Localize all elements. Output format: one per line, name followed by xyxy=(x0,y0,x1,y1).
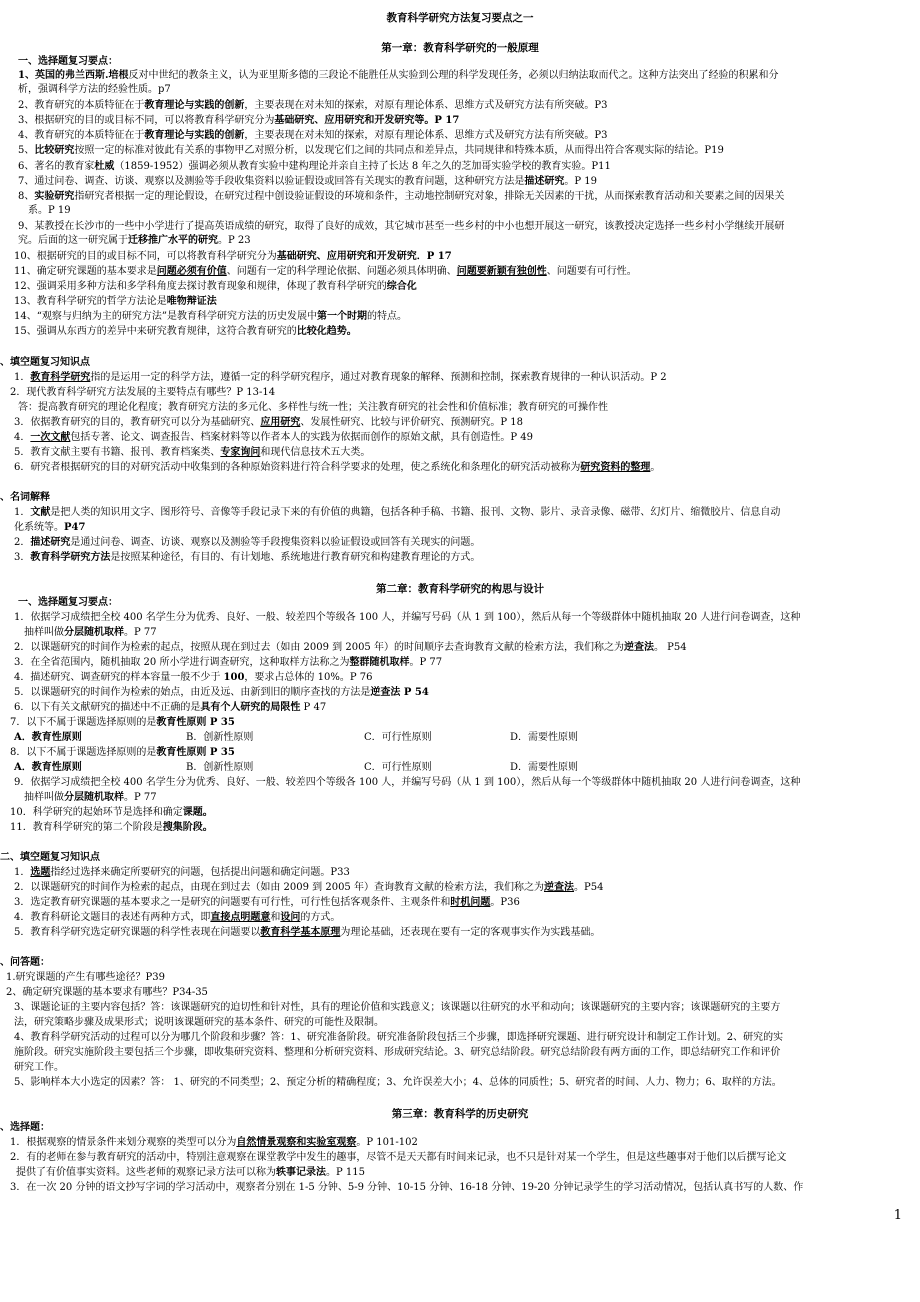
ch2-item: 1．依据学习成绩把全校 400 名学生分为优秀、良好、一般、较差四个等级各 100 人，并编写号码（从 1 到 100），然后从每一个等级群体中随机抽取 20 人进行问卷调查，这种 xyxy=(14,612,801,623)
ch1-section-terms-heading: 、名词解释 xyxy=(0,492,50,503)
option-d: D．需要性原则 xyxy=(510,732,579,743)
ch3-section-choice-heading: 、选择题： xyxy=(0,1122,50,1133)
ch2-section-choice-heading: 一、选择题复习要点： xyxy=(18,597,118,608)
ch1-item: 11、确定研究课题的基本要求是问题必须有价值、问题有一定的科学理论依据、问题必须具体明确、问题要新颖有独创性、问题要有可行性。 xyxy=(14,266,637,277)
ch3-item: 1．根据观察的情景条件来划分观察的类型可以分为自然情景观察和实验室观察。P 101-102 xyxy=(10,1137,418,1148)
ch2-item: 9．依据学习成绩把全校 400 名学生分为优秀、良好、一般、较差四个等级各 100 人，并编写号码（从 1 到 100），然后从每一个等级群体中随机抽取 20 人进行问卷调查，这种 xyxy=(14,777,801,788)
ch2-item: 7．以下不属于课题选择原则的是教育性原则 P 35 xyxy=(10,717,235,728)
ch2-qa-line: 施阶段。研究实施阶段主要包括三个步骤，即收集研究资料、整理和分析研究资料、形成研究结论。3、研究总结阶段。研究总结阶段有两方面的工作，即总结研究工作和评价 xyxy=(14,1047,781,1058)
ch1-fill-item: 4．一次文献包括专著、论文、调查报告、档案材料等以作者本人的实践为依据而创作的原始文献，具有创造性。P 49 xyxy=(14,432,534,443)
ch1-item: 系。P 19 xyxy=(28,205,71,216)
ch1-item: 10、根据研究的目的或目标不同，可以将教育科学研究分为基础研究、应用研究和开发研究．P 17 xyxy=(14,251,452,262)
document-title: 教育科学研究方法复习要点之一 xyxy=(386,12,534,24)
ch3-item: 2．有的老师在参与教育研究的活动中，特别注意观察在课堂教学中发生的趣事，尽管不是天天都有时间来记录，也不只是针对某一个学生，但是这些趣事对于他们以后撰写论文 xyxy=(10,1152,787,1163)
ch2-fill-item: 2．以课题研究的时间作为检索的起点，由现在到过去（如由 2009 到 2005 年）查询教育文献的检索方法，我们称之为逆查法。P54 xyxy=(14,882,604,893)
ch1-fill-item: 5．教育文献主要有书籍、报刊、教育档案类、专家询问和现代信息技术五大类。 xyxy=(14,447,371,458)
ch1-item: 6、著名的教育家杜威（1859-1952）强调必须从教育实验中建构理论并亲自主持了长达 8 年之久的芝加哥实验学校的教育实验。P11 xyxy=(18,161,611,172)
ch1-item: 1、英国的弗兰西斯.培根反对中世纪的教条主义，认为亚里斯多德的三段论不能胜任从实验到公理的科学发现任务，必须以归纳法取而代之。这种方法突出了经验的积累和分 xyxy=(18,70,779,81)
ch2-item: 3．在全省范围内，随机抽取 20 所小学进行调查研究，这种取样方法称之为整群随机取样。P 77 xyxy=(14,657,443,668)
option-c: C．可行性原则 xyxy=(364,732,432,743)
ch2-fill-item: 1．选题指经过选择来确定所要研究的问题，包括提出问题和确定问题。P33 xyxy=(14,867,350,878)
ch2-item: 11．教育科学研究的第二个阶段是搜集阶段。 xyxy=(10,822,213,833)
ch1-item: 9、某教授在长沙市的一些中小学进行了提高英语成绩的研究，取得了良好的成效，其它城市甚至一些乡村的中小也想开展这一研究，该教授决定选择一些乡村小学继续开展研 xyxy=(18,221,785,232)
page-number: 1 xyxy=(893,1208,902,1223)
ch1-item: 析，强调科学方法的经验性质。p7 xyxy=(18,84,171,95)
ch1-item: 15、强调从东西方的差异中来研究教育规律，这符合教育研究的比较化趋势。 xyxy=(14,326,357,337)
ch1-fill-item: 3．依据教育研究的目的，教育研究可以分为基础研究、应用研究、发展性研究、比较与评价研究、预测研究。P 18 xyxy=(14,417,524,428)
ch1-item: 13、教育科学研究的哲学方法论是唯物辩证法 xyxy=(14,296,217,307)
ch1-item: 12、强调采用多种方法和多学科角度去探讨教育现象和规律，体现了教育科学研究的综合化 xyxy=(14,281,417,292)
ch1-item: 2、教育研究的本质特征在于教育理论与实践的创新，主要表现在对未知的探索，对原有理论体系、思维方式及研究方法有所突破。P3 xyxy=(18,100,608,111)
option-d: D．需要性原则 xyxy=(510,762,579,773)
ch2-fill-item: 3．选定教育研究课题的基本要求之一是研究的问题要有可行性，可行性包括客观条件、主观条件和时机问题。P36 xyxy=(14,897,520,908)
ch2-item: 抽样叫做分层随机取样。P 77 xyxy=(24,627,157,638)
ch1-item: 究。后面的这一研究属于迁移推广水平的研究。P 23 xyxy=(18,235,251,246)
ch2-qa-line: 研究工作。 xyxy=(14,1062,64,1073)
option-a: A．教育性原则 xyxy=(14,762,82,773)
ch2-qa-line: 3、课题论证的主要内容包括？答：该课题研究的迫切性和针对性，具有的理论价值和实践意义；该课题以往研究的水平和动向；该课题研究的主要内容；该课题研究的主要方 xyxy=(14,1002,781,1013)
chapter-3-heading: 第三章：教育科学的历史研究 xyxy=(391,1108,529,1120)
ch2-item: 10．科学研究的起始环节是选择和确定课题。 xyxy=(10,807,213,818)
chapter-2-heading: 第二章：教育科学研究的构思与设计 xyxy=(376,583,544,595)
option-a: A．教育性原则 xyxy=(14,732,82,743)
chapter-1-heading: 第一章：教育科学研究的一般原理 xyxy=(381,42,539,54)
ch2-qa-line: 1.研究课题的产生有哪些途径？P39 xyxy=(6,972,165,983)
ch1-term-item: 3．教育科学研究方法是按照某种途径，有目的、有计划地、系统地进行教育研究和构建教育理论的方式。 xyxy=(14,552,481,563)
ch1-fill-item: 2．现代教育科学研究方法发展的主要特点有哪些？P 13-14 xyxy=(10,387,276,398)
option-c: C．可行性原则 xyxy=(364,762,432,773)
ch2-item: 5．以课题研究的时间作为检索的始点，由近及远、由新到旧的顺序查找的方法是逆查法 P 54 xyxy=(14,687,429,698)
ch1-fill-item: 答：提高教育研究的理论化程度；教育研究方法的多元化、多样性与统一性；关注教育研究的社会性和价值标准；教育研究的可操作性 xyxy=(18,402,608,413)
ch2-section-qa-heading: 、问答题： xyxy=(0,957,50,968)
ch2-item: 抽样叫做分层随机取样。P 77 xyxy=(24,792,157,803)
ch2-fill-item: 4．教育科研论文题目的表述有两种方式，即直接点明题意和设问的方式。 xyxy=(14,912,341,923)
ch2-qa-line: 2、确定研究课题的基本要求有哪些？P34-35 xyxy=(6,987,208,998)
ch3-item: 3．在一次 20 分钟的语文抄写字词的学习活动中，观察者分别在 1-5 分钟、5-9 分钟、10-15 分钟、16-18 分钟、19-20 分钟记录学生的学习活动情况，包括认真书写的人数、作 xyxy=(10,1182,804,1193)
ch1-section-choice-heading: 一、选择题复习要点： xyxy=(18,56,118,67)
option-b: B．创新性原则 xyxy=(186,762,254,773)
ch1-fill-item: 6．研究者根据研究的目的对研究活动中收集到的各种原始资料进行符合科学要求的处理，使之系统化和条理化的研究活动被称为研究资料的整理。 xyxy=(14,462,661,473)
option-b: B．创新性原则 xyxy=(186,732,254,743)
ch2-item: 6．以下有关文献研究的描述中不正确的是具有个人研究的局限性 P 47 xyxy=(14,702,327,713)
ch2-item: 2．以课题研究的时间作为检索的起点，按照从现在到过去（如由 2009 到 2005 年）的时间顺序去查询教育文献的检索方法，我们称之为逆查法。 P54 xyxy=(14,642,687,653)
ch3-item: 提供了有价值事实资料。这些老师的观察记录方法可以称为轶事记录法。P 115 xyxy=(16,1167,365,1178)
ch2-item: 4．描述研究、调查研究的样本容量一般不少于 100，要求占总体的 10%。P 76 xyxy=(14,672,373,683)
ch1-section-fill-heading: 、填空题复习知识点 xyxy=(0,357,90,368)
ch1-term-item: 1．文献是把人类的知识用文字、图形符号、音像等手段记录下来的有价值的典籍，包括各种手稿、书籍、报刊、文物、影片、录音录像、磁带、幻灯片、缩微胶片、信息自动 xyxy=(14,507,781,518)
ch2-fill-item: 5．教育科学研究选定研究课题的科学性表现在问题要以教育科学基本原理为理论基础，还表现在要有一定的客观事实作为实践基础。 xyxy=(14,927,601,938)
ch1-item: 4、教育研究的本质特征在于教育理论与实践的创新，主要表现在对未知的探索，对原有理论体系、思维方式及研究方法有所突破。P3 xyxy=(18,130,608,141)
ch1-term-item: 化系统等。P47 xyxy=(14,522,86,533)
ch2-qa-line: 5、影响样本大小选定的因素？答： 1、研究的不同类型；2、预定分析的精确程度；3、允许误差大小；4、总体的同质性；5、研究者的时间、人力、物力；6、取样的方法。 xyxy=(14,1077,782,1088)
ch2-section-fill-heading: 二、填空题复习知识点 xyxy=(0,852,100,863)
ch1-fill-item: 1．教育科学研究指的是运用一定的科学方法，遵循一定的科学研究程序，通过对教育现象的解释、预测和控制，探索教育规律的一种认识活动。P 2 xyxy=(14,372,667,383)
ch2-item: 8．以下不属于课题选择原则的是教育性原则 P 35 xyxy=(10,747,235,758)
ch1-term-item: 2．描述研究是通过问卷、调查、访谈、观察以及测验等手段搜集资料以验证假设或回答有关现实的问题。 xyxy=(14,537,481,548)
ch1-item: 14、“观察与归纳为主的研究方法”是教育科学研究方法的历史发展中第一个时期的特点。 xyxy=(14,311,407,322)
ch2-qa-line: 4、教育科学研究活动的过程可以分为哪几个阶段和步骤？答：1、研究准备阶段。研究准备阶段包括三个步骤，即选择研究课题、进行研究设计和制定工作计划。2、研究的实 xyxy=(14,1032,784,1043)
ch1-item: 3、根据研究的目的或目标不同，可以将教育科学研究分为基础研究、应用研究和开发研究等。P 17 xyxy=(18,115,460,126)
ch1-item: 5、比较研究按照一定的标准对彼此有关系的事物甲乙对照分析，以发现它们之间的共同点和差异点，共同规律和特殊本质，从而得出符合客观实际的结论。P19 xyxy=(18,145,724,156)
ch1-item: 7、通过问卷、调查、访谈、观察以及测验等手段收集资料以验证假设或回答有关现实的教育问题，这种研究方法是描述研究。P 19 xyxy=(18,176,598,187)
ch1-item: 8、实验研究指研究者根据一定的理论假设，在研究过程中创设验证假设的环境和条件，主动地控制研究对象，排除无关因素的干扰，从而探索教育活动和关要素之间的因果关 xyxy=(18,191,785,202)
ch2-qa-line: 法，研究策略步骤及成果形式；说明该课题研究的基本条件、研究的可能性及限制。 xyxy=(14,1017,384,1028)
